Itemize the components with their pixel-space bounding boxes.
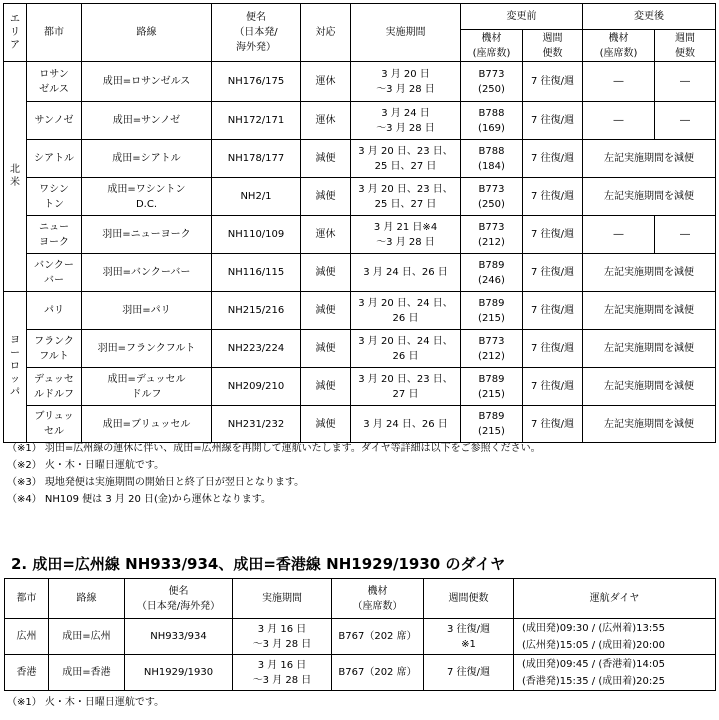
aircraft-text: B789 <box>478 373 505 385</box>
table-row <box>4 292 716 330</box>
aircraft-cell <box>461 368 523 406</box>
table-row <box>4 140 716 178</box>
action-cell <box>301 254 351 292</box>
route-text: 成田=デュッセル <box>107 373 186 385</box>
period-cell <box>351 406 461 443</box>
city-cell <box>27 62 82 102</box>
before-weekly-cell <box>523 292 583 330</box>
weekly-cell <box>424 619 514 655</box>
aircraft-text: B773 <box>478 335 505 347</box>
after-cell <box>583 140 716 178</box>
header-weekly <box>424 579 514 619</box>
header-route-text: 路線 <box>76 593 97 604</box>
header-aircraft <box>461 30 523 62</box>
aircraft-text: B767（202 席） <box>338 667 417 678</box>
after-text: 左記実施期間を減便 <box>604 305 694 316</box>
header-aircraft-text: 機材 <box>481 32 502 44</box>
city-text: ヨーク <box>39 236 69 248</box>
area-label: ヨーロッパ <box>10 335 20 398</box>
flight-text: NH2/1 <box>240 191 272 202</box>
period-cell <box>351 216 461 254</box>
header-route <box>82 4 212 62</box>
action-cell <box>301 178 351 216</box>
city-text: バンクー <box>34 259 74 271</box>
aircraft-text: (246) <box>478 274 505 286</box>
route-text: 羽田=フランクフルト <box>97 343 196 354</box>
period-text: 25 日、27 日 <box>374 198 437 210</box>
action-cell <box>301 292 351 330</box>
after-cell <box>583 292 716 330</box>
table-row <box>5 619 716 655</box>
header-weekly <box>655 30 716 62</box>
route-text: 成田=ブリュッセル <box>102 418 191 430</box>
before-weekly-cell <box>523 216 583 254</box>
route-text: 成田=ワシントン <box>107 183 186 195</box>
flight-cell <box>212 102 301 140</box>
aircraft-text: (212) <box>478 236 505 248</box>
after-text: ― <box>613 229 624 240</box>
period-cell <box>233 619 332 655</box>
period-cell <box>351 368 461 406</box>
city-cell <box>27 292 82 330</box>
before-weekly-text: 7 往復/週 <box>531 381 574 392</box>
header-aircraft-text: 機材 <box>608 32 629 44</box>
after-text: ― <box>680 76 690 87</box>
city-text: トン <box>44 198 64 210</box>
table-row <box>4 178 716 216</box>
route-text: 成田=香港 <box>62 667 111 678</box>
city-text: ワシン <box>39 183 69 195</box>
city-cell <box>27 254 82 292</box>
aircraft-cell <box>461 178 523 216</box>
aircraft-text: (215) <box>478 312 505 324</box>
route-cell <box>49 655 125 691</box>
flight-text: NH172/171 <box>227 115 285 126</box>
flight-text: NH1929/1930 <box>143 667 214 678</box>
after-text: ― <box>613 76 624 87</box>
city-text: サンノゼ <box>34 115 74 126</box>
after-cell <box>655 62 716 102</box>
aircraft-text: (250) <box>478 198 505 210</box>
city-text: バー <box>44 274 64 286</box>
header-area-text: エリア <box>10 13 20 51</box>
period-cell <box>351 178 461 216</box>
city-text: ルドルフ <box>34 388 74 400</box>
aircraft-text: (215) <box>478 388 505 400</box>
header-weekly-text: 週間便数 <box>448 593 489 604</box>
flight-cell <box>212 330 301 368</box>
flight-text: NH223/224 <box>227 343 285 354</box>
city-cell <box>27 330 82 368</box>
action-cell <box>301 368 351 406</box>
city-cell <box>27 140 82 178</box>
route-text: 羽田=バンクーバー <box>102 267 191 278</box>
before-weekly-cell <box>523 140 583 178</box>
after-text: ― <box>680 115 690 126</box>
city-text: シアトル <box>34 153 74 164</box>
aircraft-text: (250) <box>478 83 505 95</box>
route-text: 成田=シアトル <box>112 153 181 164</box>
before-weekly-cell <box>523 368 583 406</box>
route-cell <box>82 254 212 292</box>
period-text: 26 日 <box>392 312 419 324</box>
action-cell <box>301 330 351 368</box>
action-cell <box>301 216 351 254</box>
table-row <box>4 102 716 140</box>
city-text: ゼルス <box>39 83 69 95</box>
section-2-title: 2. 成田=広州線 NH933/934、成田=香港線 NH1929/1930 のダイヤ <box>11 555 506 573</box>
flight-cell <box>212 216 301 254</box>
before-weekly-cell <box>523 102 583 140</box>
route-text: 成田=サンノゼ <box>112 115 181 126</box>
after-text: ― <box>613 115 624 126</box>
after-cell <box>583 62 655 102</box>
area-cell <box>4 292 27 443</box>
header-flight <box>212 4 301 62</box>
after-text: 左記実施期間を減便 <box>604 153 694 164</box>
route-cell <box>82 406 212 443</box>
before-weekly-text: 7 往復/週 <box>531 229 574 240</box>
city-cell <box>27 216 82 254</box>
flight-text: NH933/934 <box>150 631 207 642</box>
before-weekly-cell <box>523 62 583 102</box>
period-cell <box>233 655 332 691</box>
route-text: D.C. <box>135 198 158 210</box>
area-label: 北米 <box>10 164 20 188</box>
city-text: セル <box>44 426 64 437</box>
period-text: 3 月 20 日、23 日、 <box>358 145 453 157</box>
header-area <box>4 4 27 62</box>
route-cell <box>82 140 212 178</box>
header-aircraft <box>583 30 655 62</box>
period-text: 25 日、27 日 <box>374 160 437 172</box>
city-cell <box>27 406 82 443</box>
after-cell <box>583 254 716 292</box>
header-period-text: 実施期間 <box>262 593 302 604</box>
period-text: 3 月 24 日、26 日 <box>363 267 448 278</box>
period-text: 3 月 16 日 <box>257 659 307 671</box>
aircraft-cell <box>461 254 523 292</box>
period-text: 27 日 <box>392 388 419 400</box>
action-cell <box>301 140 351 178</box>
header-weekly-text: 便数 <box>675 47 695 59</box>
action-cell <box>301 406 351 443</box>
aircraft-cell <box>461 406 523 443</box>
aircraft-cell <box>332 619 424 655</box>
city-cell <box>27 102 82 140</box>
header-period <box>351 4 461 62</box>
route-text: 羽田=パリ <box>122 305 171 316</box>
period-text: 3 月 20 日 <box>381 68 430 80</box>
route-cell <box>82 216 212 254</box>
schedule-text: (香港発)15:35 / (成田着)20:25 <box>522 675 665 687</box>
period-cell <box>351 140 461 178</box>
note-line: （※1） 羽田=広州線の運休に伴い、成田=広州線を再開して運航いたします。ダイヤ等詳細は以下をご参照ください。 <box>7 443 541 454</box>
flight-cell <box>125 619 233 655</box>
header-flight-text: （日本発/海外発） <box>136 600 221 612</box>
header-city-text: 都市 <box>44 27 64 38</box>
aircraft-text: B789 <box>478 297 505 309</box>
aircraft-text: (184) <box>478 160 505 172</box>
flight-cell <box>212 178 301 216</box>
area-cell <box>4 62 27 292</box>
before-weekly-text: 7 往復/週 <box>531 418 574 430</box>
period-text: 26 日 <box>392 350 419 362</box>
weekly-text: 3 往復/週 <box>447 623 490 635</box>
aircraft-text: (169) <box>478 122 505 134</box>
aircraft-cell <box>461 330 523 368</box>
header-city <box>27 4 82 62</box>
route-cell <box>82 292 212 330</box>
header-schedule <box>514 579 716 619</box>
schedule-table <box>4 578 716 691</box>
aircraft-text: (212) <box>478 350 505 362</box>
aircraft-text: B789 <box>478 411 505 422</box>
aircraft-text: B788 <box>478 145 505 157</box>
period-text: 3 月 20 日、24 日、 <box>358 335 453 347</box>
aircraft-cell <box>332 655 424 691</box>
action-text: 減便 <box>315 191 336 202</box>
header-before <box>461 4 583 30</box>
note-line: （※4） NH109 便は 3 月 20 日(金)から運休となります。 <box>7 494 271 505</box>
header-weekly <box>523 30 583 62</box>
aircraft-text: B788 <box>478 107 505 119</box>
action-text: 減便 <box>315 343 336 354</box>
before-weekly-cell <box>523 406 583 443</box>
route-text: 成田=広州 <box>62 631 111 642</box>
action-text: 減便 <box>315 418 336 430</box>
after-cell <box>583 102 655 140</box>
route-cell <box>82 178 212 216</box>
flight-text: NH209/210 <box>227 381 285 392</box>
after-text: 左記実施期間を減便 <box>604 418 694 430</box>
before-weekly-text: 7 往復/週 <box>531 115 574 126</box>
after-text: ― <box>680 229 690 240</box>
weekly-text: ※1 <box>461 638 476 650</box>
city-text: デュッセ <box>34 373 74 385</box>
header-aircraft-text: (座席数) <box>599 47 638 59</box>
city-cell <box>5 655 49 691</box>
header-aircraft <box>332 579 424 619</box>
header-action-text: 対応 <box>315 27 336 38</box>
aircraft-text: (215) <box>478 426 505 437</box>
aircraft-text: B789 <box>478 259 505 271</box>
flight-cell <box>212 292 301 330</box>
before-weekly-text: 7 往復/週 <box>531 153 574 164</box>
header-action <box>301 4 351 62</box>
flight-text: NH110/109 <box>227 229 285 240</box>
aircraft-cell <box>461 292 523 330</box>
before-weekly-text: 7 往復/週 <box>531 76 574 87</box>
after-cell <box>655 216 716 254</box>
header-aircraft-text: （座席数） <box>352 600 403 612</box>
flight-cell <box>212 406 301 443</box>
flight-cell <box>212 140 301 178</box>
aircraft-cell <box>461 62 523 102</box>
header-weekly-text: 便数 <box>542 47 563 59</box>
note-line: （※3） 現地発便は実施期間の開始日と終了日が翌日となります。 <box>7 477 305 488</box>
route-text: 羽田=ニューヨーク <box>102 229 191 240</box>
after-text: 左記実施期間を減便 <box>604 191 694 202</box>
flight-text: NH116/115 <box>227 267 285 278</box>
note-line: （※1） 火・木・日曜日運航です。 <box>7 697 165 708</box>
before-weekly-text: 7 往復/週 <box>531 191 574 202</box>
header-after-text: 変更後 <box>634 11 664 22</box>
flight-text: NH231/232 <box>227 418 285 430</box>
period-text: 3 月 24 日 <box>381 107 430 119</box>
period-text: 3 月 20 日、23 日、 <box>358 373 453 385</box>
period-text: ～3 月 28 日 <box>376 83 435 95</box>
city-text: 香港 <box>16 667 37 678</box>
route-cell <box>49 619 125 655</box>
city-cell <box>27 178 82 216</box>
table-row <box>4 368 716 406</box>
after-cell <box>583 216 655 254</box>
route-cell <box>82 368 212 406</box>
flight-cell <box>212 62 301 102</box>
city-cell <box>5 619 49 655</box>
period-cell <box>351 254 461 292</box>
aircraft-text: B767（202 席） <box>338 631 417 642</box>
after-text: 左記実施期間を減便 <box>604 343 694 354</box>
header-weekly-text: 週間 <box>675 32 695 44</box>
action-text: 運休 <box>315 76 336 87</box>
before-weekly-cell <box>523 330 583 368</box>
header-route <box>49 579 125 619</box>
header-row <box>4 4 716 30</box>
flight-text: NH178/177 <box>227 153 285 164</box>
action-cell <box>301 62 351 102</box>
header-city <box>5 579 49 619</box>
city-text: 広州 <box>16 631 37 642</box>
aircraft-cell <box>461 140 523 178</box>
aircraft-text: B773 <box>478 68 505 80</box>
header-weekly-text: 週間 <box>542 32 563 44</box>
table-row <box>4 254 716 292</box>
action-text: 減便 <box>315 381 336 392</box>
header-flight-text: 便名 <box>168 585 189 597</box>
flight-cell <box>212 368 301 406</box>
header-aircraft-text: 機材 <box>367 585 388 597</box>
header-flight-text: 便名 <box>246 12 266 23</box>
after-cell <box>583 406 716 443</box>
flight-text: NH176/175 <box>227 76 285 87</box>
header-before-text: 変更前 <box>506 11 537 22</box>
city-cell <box>27 368 82 406</box>
route-cell <box>82 62 212 102</box>
city-text: ブリュッ <box>34 411 74 422</box>
aircraft-text: B773 <box>478 183 505 195</box>
header-period <box>233 579 332 619</box>
city-text: パリ <box>44 305 64 316</box>
table-row <box>4 330 716 368</box>
header-after <box>583 4 716 30</box>
header-schedule-text: 運航ダイヤ <box>589 593 640 604</box>
action-text: 減便 <box>315 153 336 164</box>
schedule-text: (成田発)09:30 / (広州着)13:55 <box>522 622 665 634</box>
weekly-text: 7 往復/週 <box>447 667 490 678</box>
period-text: ～3 月 28 日 <box>376 236 435 248</box>
period-cell <box>351 62 461 102</box>
action-text: 運休 <box>315 115 336 126</box>
period-text: 3 月 20 日、23 日、 <box>358 183 453 195</box>
period-cell <box>351 292 461 330</box>
city-text: ニュー <box>39 221 69 233</box>
period-text: 3 月 16 日 <box>257 623 307 635</box>
schedule-cell <box>514 619 716 655</box>
table-row <box>4 62 716 102</box>
after-cell <box>655 102 716 140</box>
period-cell <box>351 102 461 140</box>
header-aircraft-text: (座席数) <box>472 47 511 59</box>
header-period-text: 実施期間 <box>385 27 426 38</box>
after-cell <box>583 178 716 216</box>
before-weekly-text: 7 往復/週 <box>531 343 574 354</box>
aircraft-text: B773 <box>478 221 505 233</box>
schedule-text: (広州発)15:05 / (成田着)20:00 <box>522 639 665 651</box>
note-line: （※2） 火・木・日曜日運航です。 <box>7 460 165 471</box>
header-flight <box>125 579 233 619</box>
before-weekly-cell <box>523 254 583 292</box>
after-cell <box>583 368 716 406</box>
route-cell <box>82 102 212 140</box>
city-text: フルト <box>39 350 69 362</box>
flight-text: NH215/216 <box>227 305 285 316</box>
table-row <box>4 406 716 443</box>
period-text: ～3 月 28 日 <box>252 674 312 686</box>
aircraft-cell <box>461 216 523 254</box>
weekly-cell <box>424 655 514 691</box>
period-text: 3 月 20 日、24 日、 <box>358 297 453 309</box>
period-text: 3 月 21 日※4 <box>373 221 438 233</box>
action-text: 減便 <box>315 267 336 278</box>
header-row <box>5 579 716 619</box>
header-city-text: 都市 <box>16 593 37 604</box>
schedule-text: (成田発)09:45 / (香港着)14:05 <box>522 658 665 670</box>
after-text: 左記実施期間を減便 <box>604 381 694 392</box>
after-text: 左記実施期間を減便 <box>604 267 694 278</box>
action-cell <box>301 102 351 140</box>
header-route-text: 路線 <box>136 27 157 38</box>
header-flight-text: （日本発/ <box>234 27 278 38</box>
suspension-table <box>3 3 716 443</box>
aircraft-cell <box>461 102 523 140</box>
city-text: フランク <box>34 335 74 347</box>
period-text: ～3 月 28 日 <box>252 638 312 650</box>
action-text: 減便 <box>315 305 336 316</box>
action-text: 運休 <box>315 229 336 240</box>
flight-cell <box>125 655 233 691</box>
flight-cell <box>212 254 301 292</box>
before-weekly-text: 7 往復/週 <box>531 305 574 316</box>
schedule-cell <box>514 655 716 691</box>
route-cell <box>82 330 212 368</box>
period-cell <box>351 330 461 368</box>
city-text: ロサン <box>39 68 69 80</box>
header-flight-text: 海外発） <box>236 42 276 53</box>
route-text: ドルフ <box>131 388 162 400</box>
table-row <box>4 216 716 254</box>
before-weekly-cell <box>523 178 583 216</box>
route-text: 成田=ロサンゼルス <box>102 76 191 87</box>
period-text: ～3 月 28 日 <box>376 122 435 134</box>
table-row <box>5 655 716 691</box>
after-cell <box>583 330 716 368</box>
period-text: 3 月 24 日、26 日 <box>363 418 448 430</box>
before-weekly-text: 7 往復/週 <box>531 267 574 278</box>
